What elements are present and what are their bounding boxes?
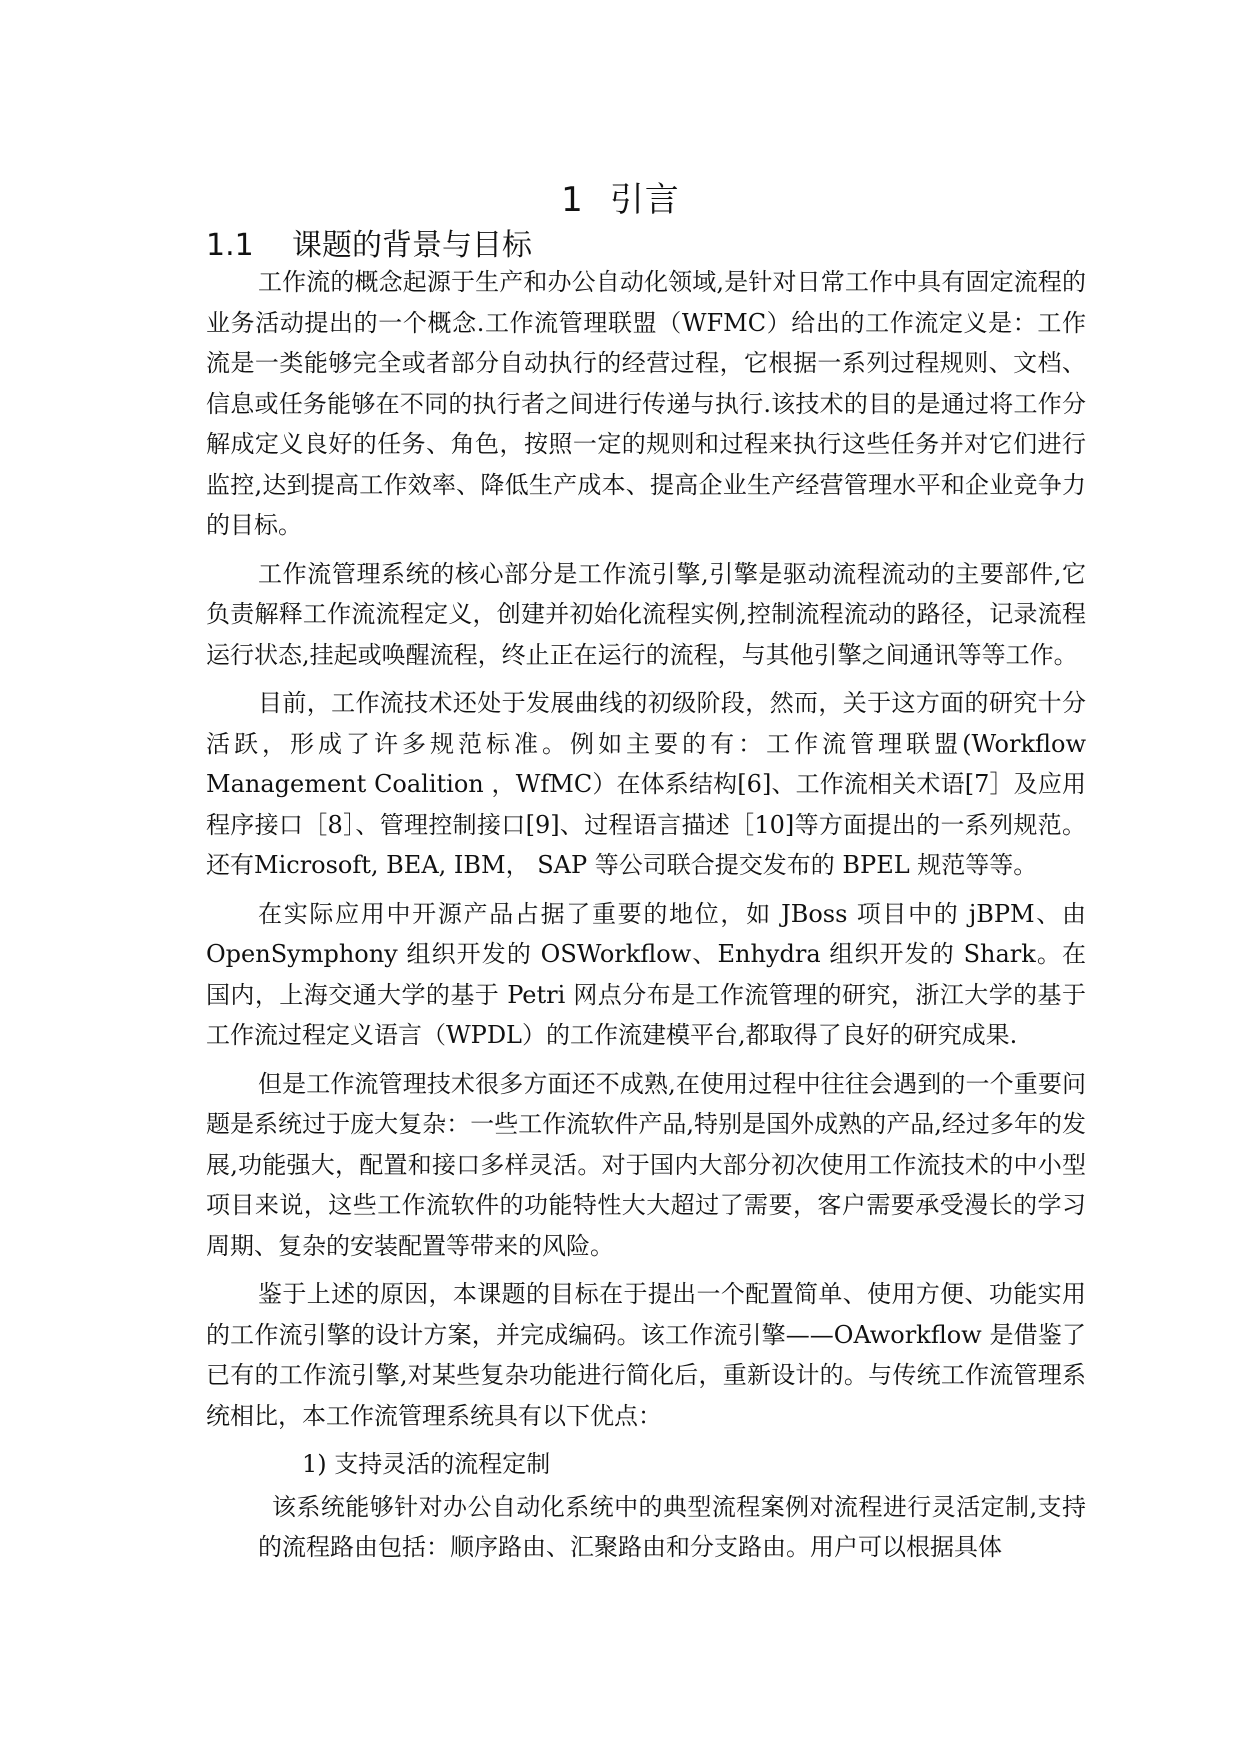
paragraph-6: 鉴于上述的原因，本课题的目标在于提出一个配置简单、使用方便、功能实用的工作流引擎的设计方案，并完成编码。该工作流引擎——OAworkflow 是借鉴了已有的工作流引擎,对某些复杂功能进行简化后，重新设计的。与传统工作流管理系统相比，本工作流管理系统具有以下优点：	[206, 1280, 1086, 1430]
section-number: 1.1	[206, 228, 254, 263]
paragraph-1: 工作流的概念起源于生产和办公自动化领域,是针对日常工作中具有固定流程的业务活动提出的一个概念.工作流管理联盟（WFMC）给出的工作流定义是：工作流是一类能够完全或者部分自动执行的经营过程，它根据一系列过程规则、文档、信息或任务能够在不同的执行者之间进行传递与执行.该技术的目的是通过将工作分解成定义良好的任务、角色，按照一定的规则和过程来执行这些任务并对它们进行监控,达到提高工作效率、降低生产成本、提高企业生产经营管理水平和企业竞争力的目标。	[206, 268, 1086, 539]
chapter-number: 1	[561, 180, 584, 220]
paragraph-4: 在实际应用中开源产品占据了重要的地位，如 JBoss 项目中的 jBPM、由OpenSymphony 组织开发的 OSWorkflow、Enhydra 组织开发的 Shark。在国内，上海交通大学的基于 Petri 网点分布是工作流管理的研究，浙江大学的基于工作流过程定义语言（WPDL）的工作流建模平台,都取得了良好的研究成果.	[206, 899, 1086, 1049]
paragraph-5: 但是工作流管理技术很多方面还不成熟,在使用过程中往往会遇到的一个重要问题是系统过于庞大复杂：一些工作流软件产品,特别是国外成熟的产品,经过多年的发展,功能强大，配置和接口多样灵活。对于国内大部分初次使用工作流技术的中小型项目来说，这些工作流软件的功能特性大大超过了需要，客户需要承受漫长的学习周期、复杂的安装配置等带来的风险。	[206, 1069, 1086, 1260]
paragraph-2: 工作流管理系统的核心部分是工作流引擎,引擎是驱动流程流动的主要部件,它负责解释工作流流程定义，创建并初始化流程实例,控制流程流动的路径，记录流程运行状态,挂起或唤醒流程，终止正在运行的流程，与其他引擎之间通讯等等工作。	[206, 559, 1086, 669]
chapter-heading	[0, 172, 1241, 221]
body-text	[206, 262, 1086, 1568]
chapter-title: 引言	[609, 180, 680, 220]
list-item-1: 1) 支持灵活的流程定制	[302, 1450, 551, 1478]
paragraph-3: 目前，工作流技术还处于发展曲线的初级阶段，然而，关于这方面的研究十分活跃，形成了许多规范标准。例如主要的有：工作流管理联盟(Workflow Management Coalition ，WfMC）在体系结构[6]、工作流相关术语[7］及应用程序接口［8］、管理控制接口[9]、过程语言描述［10]等方面提出的一系列规范。还有Microsoft, BEA, IBM， SAP 等公司联合提交发布的 BPEL 规范等等。	[206, 689, 1086, 879]
list-item-1-description: 该系统能够针对办公自动化系统中的典型流程案例对流程进行灵活定制,支持的流程路由包括：顺序路由、汇聚路由和分支路由。用户可以根据具体	[258, 1492, 1086, 1561]
section-heading	[206, 220, 532, 264]
section-title: 课题的背景与目标	[292, 228, 532, 263]
